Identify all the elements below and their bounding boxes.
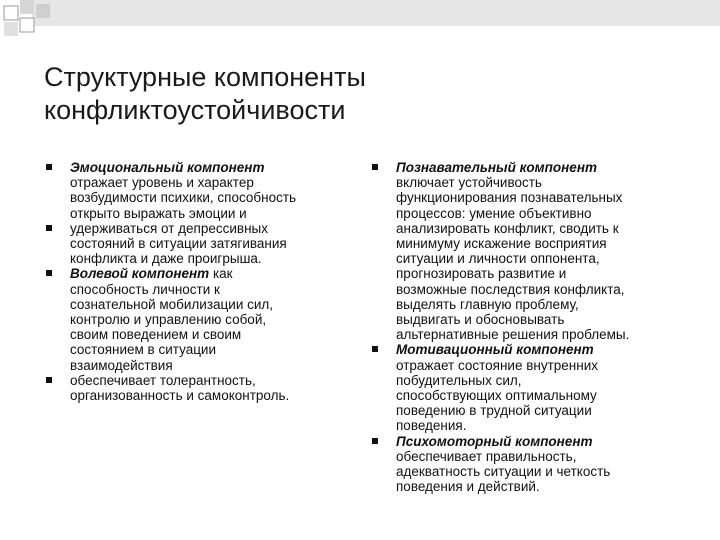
text-line [44,206,344,221]
body-text: взаимодействия [70,357,173,373]
body-text: возможные последствия конфликта, [396,281,625,297]
body-text: поведения и действий. [396,479,540,495]
body-text: способствующих оптимальному [396,388,597,404]
body-text: ситуации и личности оппонента, [396,251,600,267]
body-text: как [209,266,233,282]
text-line [370,479,680,494]
body-text: способность личности к [70,281,220,297]
body-text: выдвигать и обосновывать [396,312,565,328]
text-line [44,190,344,205]
body-text: альтернативные решения проблемы. [396,327,630,343]
text-line [370,175,680,190]
text-line [44,327,344,342]
text-line [44,251,344,266]
body-text: обеспечивает толерантность, [70,372,256,388]
text-line [370,358,680,373]
body-text: поведения. [396,418,467,434]
body-text: конфликта и даже проигрыша. [70,251,262,267]
component-heading: Мотивационный компонент [396,342,594,358]
body-text: своим поведением и своим [70,327,242,343]
left-column [44,160,344,403]
body-text: открыто выражать эмоции и [70,205,247,221]
text-line [370,434,680,449]
square-bullet-icon [372,438,378,444]
text-line [370,297,680,312]
right-column [370,160,680,494]
body-text: состояний в ситуации затягивания [70,236,287,252]
text-line [44,312,344,327]
body-text: побудительных сил, [396,372,522,388]
body-text: удерживаться от депрессивных [70,220,269,236]
text-line [370,266,680,281]
decorative-header-squares [0,0,720,60]
square-bullet-icon [46,270,52,276]
body-text: отражает состояние внутренних [396,357,598,373]
text-line [370,206,680,221]
body-text: возбудимости психики, способность [70,190,297,206]
component-heading: Эмоциональный компонент [70,160,265,175]
body-text: выделять главную проблему, [396,296,579,312]
text-line [44,388,344,403]
text-line [370,449,680,464]
text-line [370,282,680,297]
body-text: поведению в трудной ситуации [396,403,592,419]
square-bullet-icon [46,225,52,231]
text-line [44,373,344,388]
text-line [44,175,344,190]
text-line [44,266,344,281]
body-text: отражает уровень и характер [70,175,254,191]
square-bullet-icon [46,164,52,170]
square-bullet-icon [372,346,378,352]
text-line [44,282,344,297]
component-heading: Познавательный компонент [396,160,597,175]
text-line [370,190,680,205]
text-line [370,342,680,357]
body-text: организованность и самоконтроль. [70,388,290,404]
text-line [370,464,680,479]
body-text: анализировать конфликт, сводить к [396,220,619,236]
text-line [370,327,680,342]
body-text: процессов: умение объективно [396,205,592,221]
text-line [370,418,680,433]
body-text: контролю и управлению собой, [70,312,267,328]
square-bullet-icon [372,164,378,170]
body-text: минимуму искажение восприятия [396,236,607,252]
body-text: функционирования познавательных [396,190,623,206]
slide-title-line-1: Структурные компоненты [44,62,366,92]
text-line [44,297,344,312]
text-line [44,221,344,236]
text-line [370,312,680,327]
text-line [44,358,344,373]
body-text: сознательной мобилизации сил, [70,296,274,312]
body-text: включает устойчивость [396,175,542,191]
text-line [370,160,680,175]
text-line [44,236,344,251]
text-line [44,342,344,357]
square-bullet-icon [46,377,52,383]
body-text: прогнозировать развитие и [396,266,567,282]
body-text: адекватность ситуации и четкость [396,464,611,480]
slide-title [44,61,684,127]
text-line [370,251,680,266]
text-line [370,403,680,418]
slide-title-line-2: конфликтоустойчивости [44,95,346,125]
component-heading: Волевой компонент [70,266,210,282]
text-line [370,236,680,251]
body-text: состоянием в ситуации [70,342,217,358]
text-line [370,388,680,403]
text-line [370,221,680,236]
text-line [370,373,680,388]
component-heading: Психомоторный компонент [396,433,593,449]
text-line [44,160,344,175]
body-text: обеспечивает правильность, [396,448,577,464]
